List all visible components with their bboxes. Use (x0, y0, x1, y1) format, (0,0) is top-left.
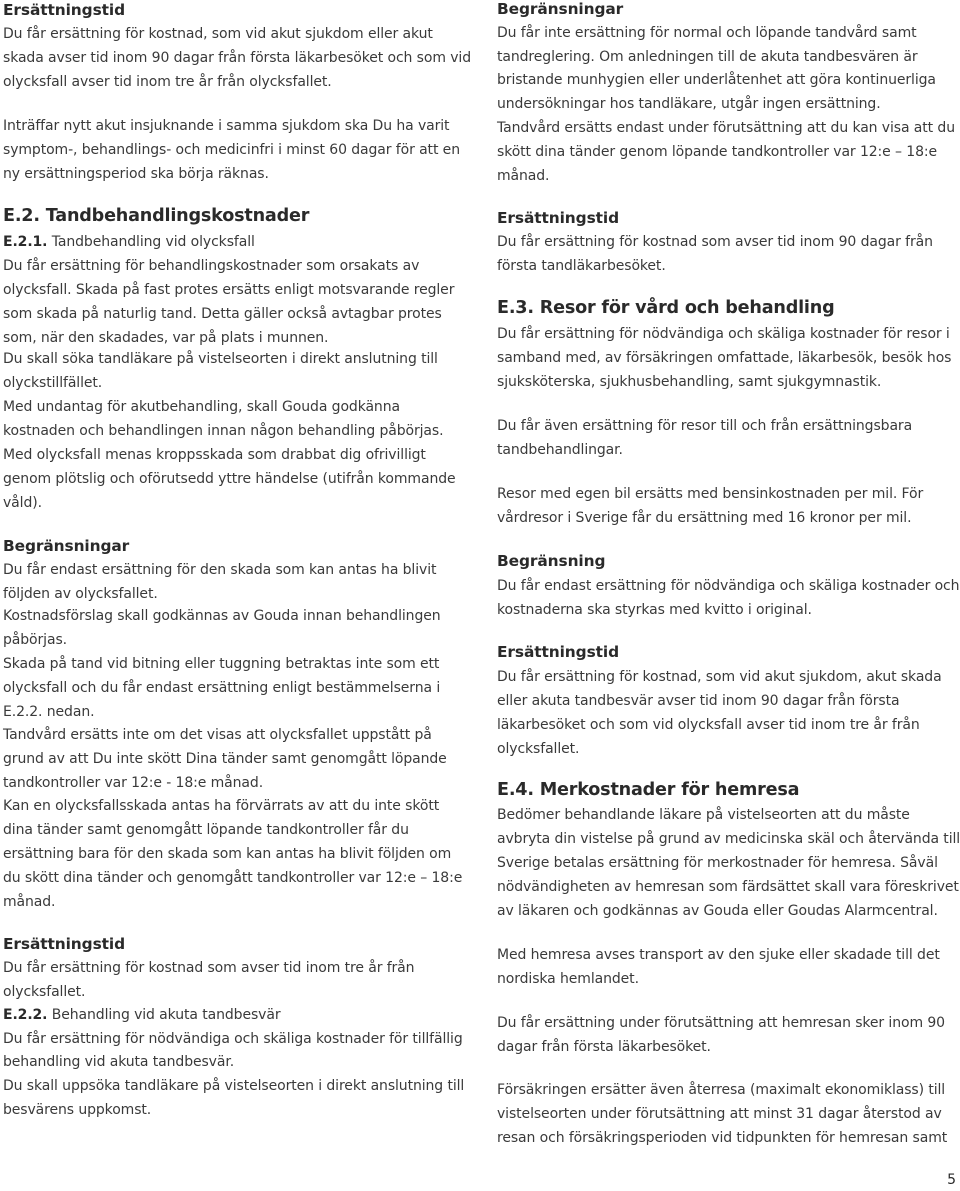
body-text-line: som skada på naturlig tand. Detta gäller också avtagbar protes (3, 306, 442, 322)
body-text-line: samband med, av försäkringen omfattade, läkarbesök, besök hos (497, 350, 952, 366)
body-text-line: Du får endast ersättning för nödvändiga och skäliga kostnader och (497, 578, 960, 594)
subsection-number: E.2.2. (3, 1007, 48, 1023)
chapter-heading: E.4. Merkostnader för hemresa (497, 780, 800, 800)
body-text-line: Du får ersättning för kostnad, som vid akut sjukdom eller akut (3, 26, 433, 42)
body-text-line: dina tänder samt genomgått löpande tandkontroller får du (3, 822, 409, 838)
body-text-line: läkarbesöket och som vid olycksfall avser tid inom tre år från (497, 717, 920, 733)
body-text-line: Sverige betalas ersättning för merkostnader för hemresa. Såväl (497, 855, 938, 871)
body-text-line: genom plötslig och oförutsedd yttre händelse (utifrån kommande (3, 471, 456, 487)
body-text-line: ny ersättningsperiod ska börja räknas. (3, 166, 269, 182)
body-text-line: Du får endast ersättning för den skada som kan antas ha blivit (3, 562, 437, 578)
body-text-line: nordiska hemlandet. (497, 971, 639, 987)
body-text-line: följden av olycksfallet. (3, 586, 158, 602)
body-text-line: tandbehandlingar. (497, 442, 623, 458)
body-text-line: påbörjas. (3, 632, 67, 648)
body-text-line: Du skall söka tandläkare på vistelseorten i direkt anslutning till (3, 351, 438, 367)
body-text-line: Du får inte ersättning för normal och löpande tandvård samt (497, 25, 917, 41)
body-text-line: vårdresor i Sverige får du ersättning med 16 kronor per mil. (497, 510, 912, 526)
subsection-title: Behandling vid akuta tandbesvär (47, 1007, 281, 1023)
body-text-line: olycksfallet. (497, 741, 580, 757)
body-text-line: sjuksköterska, sjukhusbehandling, samt sjukgymnastik. (497, 374, 882, 390)
body-text-line: bristande munhygien eller underlåtenhet att göra kontinuerliga (497, 72, 936, 88)
body-text-line: undersökningar hos tandläkare, utgår ingen ersättning. (497, 96, 881, 112)
body-text-line: Tandvård ersätts endast under förutsättning att du kan visa att du (497, 120, 955, 136)
body-text-line: olycksfall och du får endast ersättning enligt bestämmelserna i (3, 680, 441, 696)
section-heading: Ersättningstid (497, 209, 619, 227)
section-heading: Ersättningstid (497, 643, 619, 661)
chapter-heading: E.3. Resor för vård och behandling (497, 298, 835, 318)
body-text-line: skada avser tid inom 90 dagar från första läkarbesöket och som vid (3, 50, 471, 66)
body-text-line: tandreglering. Om anledningen till de akuta tandbesvären är (497, 49, 918, 65)
section-heading: Begränsningar (3, 537, 130, 555)
body-text-line: våld). (3, 495, 42, 511)
body-text-line: Du får ersättning för kostnad som avser tid inom 90 dagar från (497, 234, 933, 250)
body-text-line: första tandläkarbesöket. (497, 258, 666, 274)
subsection-title: Tandbehandling vid olycksfall (47, 234, 255, 250)
body-text-line: av läkaren och godkännas av Gouda eller Goudas Alarmcentral. (497, 903, 938, 919)
body-text-line: besvärens uppkomst. (3, 1102, 152, 1118)
body-text-line: Du skall uppsöka tandläkare på vistelseorten i direkt anslutning till (3, 1078, 465, 1094)
body-text-line: E.2.2. nedan. (3, 704, 95, 720)
body-text-line: kostnaderna ska styrkas med kvitto i original. (497, 602, 812, 618)
body-text-line: ersättning bara för den skada som kan antas ha blivit följden om (3, 846, 452, 862)
body-text-line: avbryta din vistelse på grund av medicinska skäl och återvända till (497, 831, 960, 847)
body-text-line: Skada på tand vid bitning eller tuggning betraktas inte som ett (3, 656, 440, 672)
body-text-line: vistelseorten under förutsättning att minst 31 dagar återstod av (497, 1106, 942, 1122)
body-text-line: Kan en olycksfallsskada antas ha förvärrats av att du inte skött (3, 798, 440, 814)
body-text-line: Tandvård ersätts inte om det visas att olycksfallet uppstått på (3, 727, 432, 743)
body-text-line: Kostnadsförslag skall godkännas av Gouda innan behandlingen (3, 608, 441, 624)
body-text-line: Bedömer behandlande läkare på vistelseorten att du måste (497, 807, 910, 823)
body-text-line: grund av att Du inte skött Dina tänder samt genomgått löpande (3, 751, 447, 767)
body-text-line: Resor med egen bil ersätts med bensinkostnaden per mil. För (497, 486, 924, 502)
body-text-line: kostnaden och behandlingen innan någon behandling påbörjas. (3, 423, 444, 439)
body-text-line: behandling vid akuta tandbesvär. (3, 1054, 235, 1070)
body-text-line: Du får ersättning för kostnad som avser tid inom tre år från (3, 960, 415, 976)
body-text-line: Försäkringen ersätter även återresa (maximalt ekonomiklass) till (497, 1082, 946, 1098)
body-text-line: eller akuta tandbesvär avser tid inom 90 dagar från första (497, 693, 900, 709)
body-text-line: Du får ersättning för nödvändiga och skäliga kostnader för tillfällig (3, 1031, 463, 1047)
section-heading: Ersättningstid (3, 1, 125, 19)
body-text-line: dagar från första läkarbesöket. (497, 1039, 711, 1055)
body-text-line: olycksfall avser tid inom tre år från olycksfallet. (3, 74, 332, 90)
body-text-line: tandkontroller var 12:e - 18:e månad. (3, 775, 264, 791)
body-text-line: resan och försäkringsperioden vid tidpunkten för hemresan samt (497, 1130, 948, 1146)
page-number: 5 (947, 1172, 956, 1188)
subsection-number: E.2.1. (3, 234, 48, 250)
body-text-line: Du får ersättning för nödvändiga och skäliga kostnader för resor i (497, 326, 950, 342)
body-text-line: Du får ersättning för kostnad, som vid akut sjukdom, akut skada (497, 669, 942, 685)
body-text-line: Du får även ersättning för resor till och från ersättningsbara (497, 418, 913, 434)
subsection-heading (3, 1006, 280, 1024)
body-text-line: symptom-, behandlings- och medicinfri i minst 60 dagar för att en (3, 142, 460, 158)
body-text-line: du skött dina tänder och genomgått tandkontroller var 12:e – 18:e (3, 870, 463, 886)
body-text-line: olycksfall. Skada på fast protes ersätts enligt motsvarande regler (3, 282, 455, 298)
section-heading: Ersättningstid (3, 935, 125, 953)
body-text-line: Du får ersättning för behandlingskostnader som orsakats av (3, 258, 420, 274)
body-text-line: skött dina tänder genom löpande tandkontroller var 12:e – 18:e (497, 144, 938, 160)
body-text-line: Med undantag för akutbehandling, skall Gouda godkänna (3, 399, 400, 415)
body-text-line: olycksfallet. (3, 984, 86, 1000)
body-text-line: som, när den skadades, var på plats i munnen. (3, 330, 329, 346)
section-heading: Begränsningar (497, 0, 624, 18)
body-text-line: månad. (497, 168, 550, 184)
body-text-line: olyckstillfället. (3, 375, 103, 391)
body-text-line: nödvändigheten av hemresan som färdsättet skall vara föreskrivet (497, 879, 959, 895)
body-text-line: Inträffar nytt akut insjuknande i samma sjukdom ska Du ha varit (3, 118, 450, 134)
body-text-line: Med hemresa avses transport av den sjuke eller skadade till det (497, 947, 940, 963)
body-text-line: månad. (3, 894, 56, 910)
body-text-line: Du får ersättning under förutsättning att hemresan sker inom 90 (497, 1015, 945, 1031)
subsection-heading (3, 233, 255, 251)
section-heading: Begränsning (497, 552, 606, 570)
body-text-line: Med olycksfall menas kroppsskada som drabbat dig ofrivilligt (3, 447, 426, 463)
chapter-heading: E.2. Tandbehandlingskostnader (3, 206, 310, 226)
